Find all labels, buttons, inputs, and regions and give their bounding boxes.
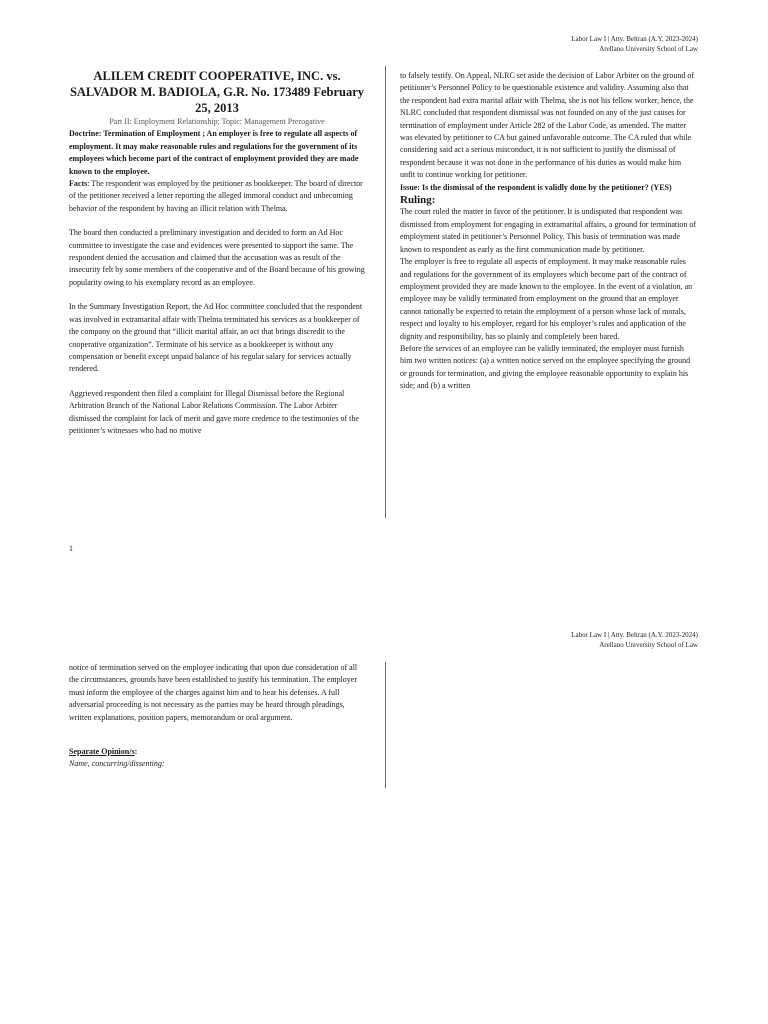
facts-label: Facts: [69, 179, 88, 189]
ruling-paragraph-1: The court ruled the matter in favor of the petitioner. It is undisputed that respondent was dismissed from employment for engaging in extramarital affairs, a ground for termination of employment stated in petitioner’s Personnel Policy. This basis of termination was made known to respondent as early as the first communication made by petitioner.: [400, 207, 696, 254]
doctrine-paragraph: [69, 128, 365, 178]
header-school: Arellano University School of Law: [599, 641, 698, 649]
column-divider: [385, 66, 386, 518]
separate-opinion-label: Separate Opinion/s: [69, 747, 135, 757]
separate-opinion-body: Name, concurring/dissenting:: [69, 759, 165, 769]
separate-opinion-block: [69, 746, 365, 771]
facts-paragraph-5: to falsely testify. On Appeal, NLRC set aside the decision of Labor Arbiter on the ground of petitioner’s Personnel Policy to be questionable existence and validity. Assuming also that the respondent had extra marital affair with Thelma, she is not his fellow worker, hence, the NLRC concluded that respondent dismissal was not founded on any of the just causes for termination of employment under Article 282 of the Labor Code, as amended. The matter was elevated by petitioner to CA but gained unfavorable outcome. The CA ruled that while considering said act a serious misconduct, it is not sufficient to justify the dismissal of respondent because it was not done in the performance of his duties as would make him unfit to continue working for petitioner.: [400, 71, 695, 180]
facts-paragraph-2: The board then conducted a preliminary investigation and decided to form an Ad Hoc committee to investigate the case and evidences were presented to support the same. The respondent denied the accusation and claimed that the accusation was as result of the insecurity felt by some members of the cooperative and of the Board because of his growing popularity owing to his exemplary record as an employee.: [69, 228, 365, 287]
ruling-paragraph-3: Before the services of an employee can be validly terminated, the employer must furnish him two written notices: (a) a written notice served on the employee specifying the ground or grounds for termination, and giving the employee reasonable opportunity to explain his side; and (b) a written: [400, 343, 691, 391]
facts-paragraph-4: Aggrieved respondent then filed a complaint for Illegal Dismissal before the Regional Arbitration Branch of the National Labor Relations Commission. The Labor Arbiter dismissed the complaint for lack of merit and gave more credence to the testimonies of the petitioner’s witnesses who had no motive: [69, 388, 359, 435]
header-course: Labor Law I | Atty. Beltran (A.Y. 2023-2024): [571, 631, 698, 639]
case-title: ALILEM CREDIT COOPERATIVE, INC. vs. SALVADOR M. BADIOLA, G.R. No. 173489 February 25, 2013: [69, 69, 365, 115]
right-column: [400, 70, 696, 393]
topic-value: : Management Prerogative: [239, 117, 325, 126]
topic-label: Topic: [219, 117, 240, 126]
page-number: 1: [69, 544, 73, 553]
doctrine-label: Doctrine: [69, 129, 99, 139]
column-divider: [385, 662, 386, 788]
ruling-paragraph-4: notice of termination served on the employee indicating that upon due consideration of all the circumstances, grounds have been established to justify his termination. The employer must inform the employee of the charges against him and to hear his defenses. A full adversarial proceeding is not necessary as the parties may be heard through pleadings, written explanations, position papers, memorandum or oral argument.: [69, 663, 358, 722]
issue-body: : Is the dismissal of the respondent is validly done by the petitioner? (YES): [417, 182, 672, 192]
ruling-paragraph-2: The employer is free to regulate all aspects of employment. It may make reasonable rules and regulations for the government of its employees which become part of the contract of employment provided they are made known to the employee. In the event of a violation, an employee may be validly terminated from employment on the ground that an employer cannot rationally be expected to retain the employment of a person whose lack of morals, respect and loyalty to his employer, regard for his employer’s rules and application of the dignity and responsibility, has so plainly and completely been bared.: [400, 257, 693, 341]
issue-paragraph: [400, 182, 696, 194]
facts-paragraph-3: In the Summary Investigation Report, the Ad Hoc committee concluded that the respondent was involved in extramarital affair with Thelma terminated his services as a bookkeeper of the company on the ground that “illicit marital affair, an act that brings discredit to the cooperative organization”. Terminate of his service as a bookkeeper is without any compensation or benefit except unpaid balance of his regular salary for services actually rendered.: [69, 302, 363, 374]
part-value: : Employment Relationship;: [129, 117, 220, 126]
header-school: Arellano University School of Law: [599, 45, 698, 53]
part-label: Part II: [109, 117, 130, 126]
left-column: [69, 662, 365, 771]
header-course: Labor Law I | Atty. Beltran (A.Y. 2023-2024): [571, 35, 698, 43]
page-header: [571, 34, 698, 54]
separate-opinion-heading: Separate Opinion/s:: [69, 747, 138, 757]
part-topic-line: [69, 116, 365, 128]
ruling-heading: Ruling:: [400, 194, 436, 207]
facts-body-1: : The respondent was employed by the petitioner as bookkeeper. The board of director of the petitioner received a letter reporting the alleged immoral conduct and unbecoming behavior of the respondent by having an illicit relation with Thelma.: [69, 179, 363, 213]
left-column: [69, 68, 365, 437]
doctrine-body: : Termination of Employment ; An employer is free to regulate all aspects of employment. It may make reasonable rules and regulations for the government of its employees which become part of the contract of employment provided they are made known to the employee.: [69, 129, 359, 176]
issue-label: Issue: [400, 182, 418, 192]
page-header: [571, 630, 698, 650]
facts-paragraph-1: [69, 178, 365, 215]
page-2: [0, 580, 768, 1024]
